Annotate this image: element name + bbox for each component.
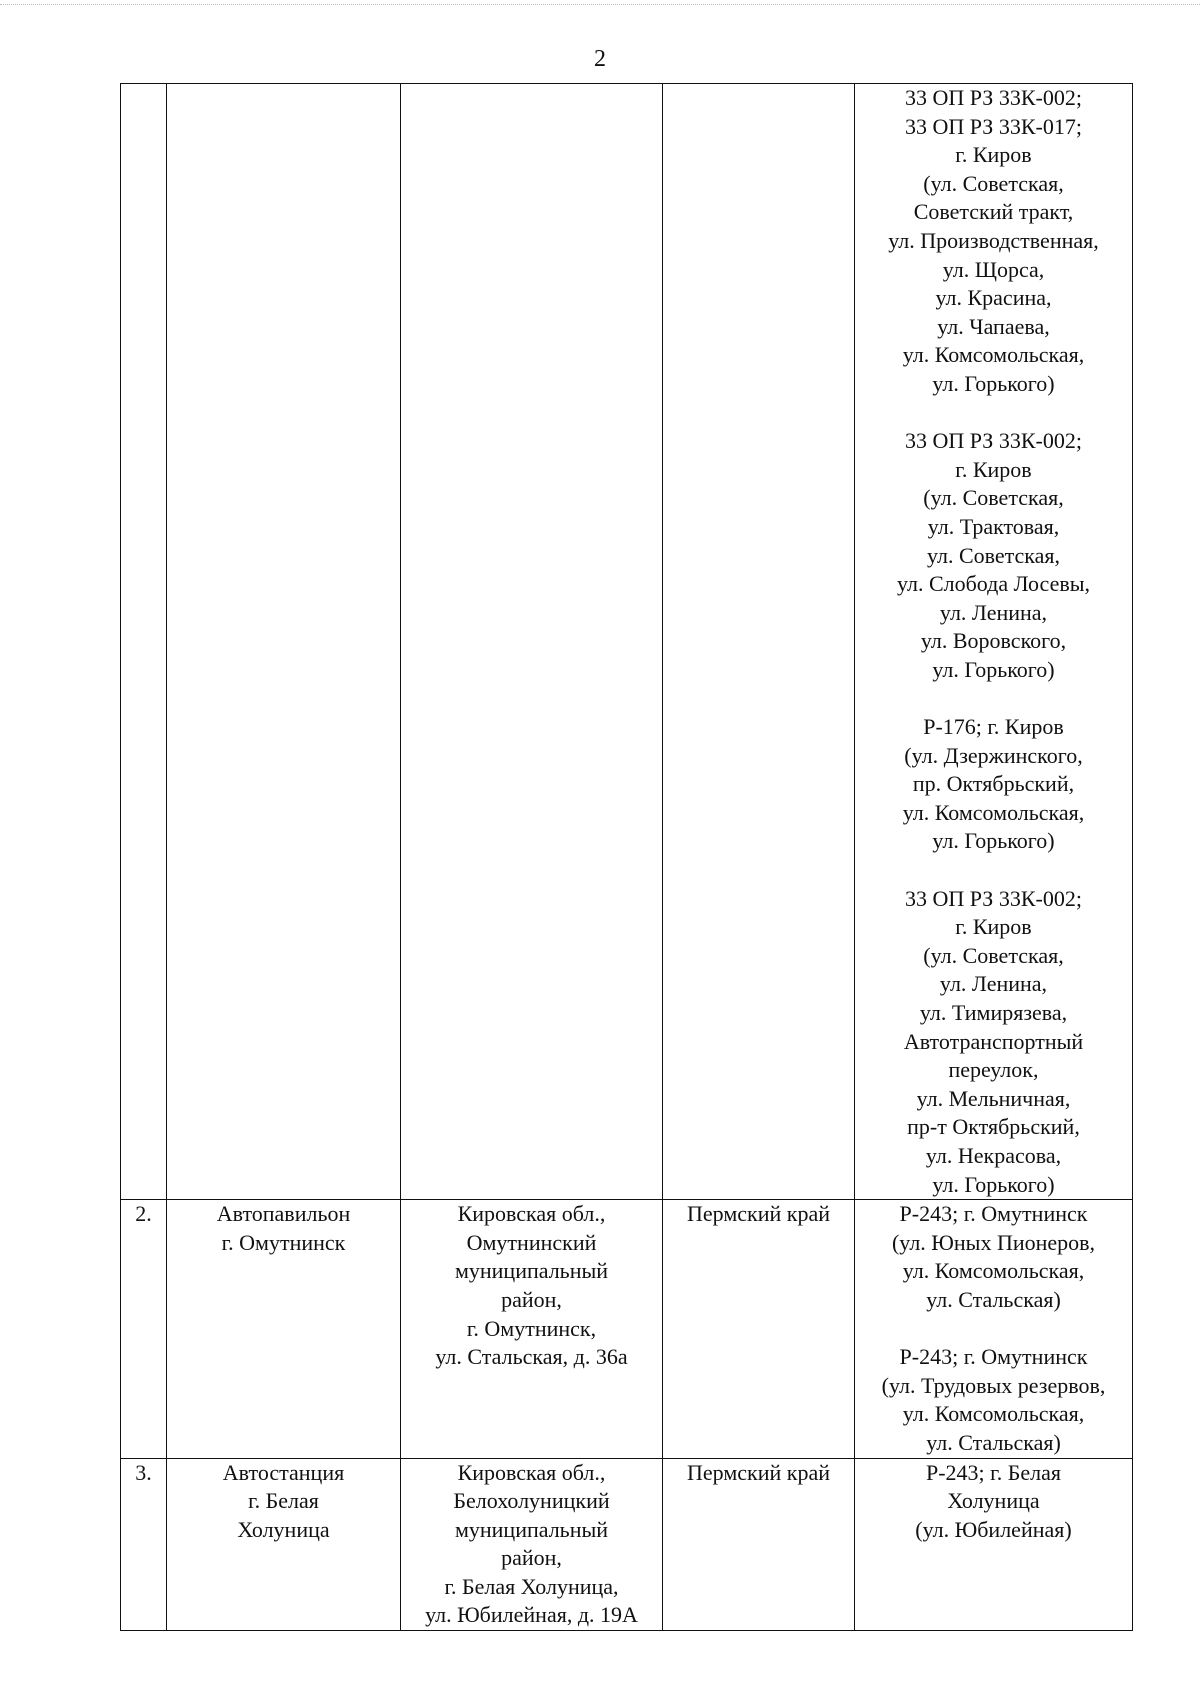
route-line: г. Киров bbox=[955, 456, 1032, 482]
station-address-line: муниципальный bbox=[454, 1516, 609, 1542]
station-name-line: Холуница bbox=[237, 1516, 330, 1542]
route-line: ул. Тимирязева, bbox=[919, 1000, 1068, 1025]
route-line: г. Киров bbox=[955, 142, 1032, 168]
row-number: 2. bbox=[135, 1201, 152, 1227]
route-cell bbox=[855, 1200, 1133, 1458]
row-number: 3. bbox=[135, 1459, 152, 1485]
station-name-cell bbox=[167, 1458, 401, 1631]
route-line: ул. Горького) bbox=[932, 1171, 1055, 1197]
station-address-line: Кировская обл., bbox=[457, 1201, 606, 1227]
station-name-cell bbox=[167, 1200, 401, 1458]
route-line: Р-176; г. Киров bbox=[923, 714, 1064, 740]
route-line: (ул. Советская, bbox=[923, 170, 1064, 196]
route-line: ул. Некрасова, bbox=[925, 1142, 1062, 1168]
station-name-cell bbox=[167, 84, 401, 1200]
route-line: ул. Комсомольская, bbox=[902, 799, 1085, 825]
destination-region-line: Пермский край bbox=[687, 1201, 830, 1227]
table-row bbox=[121, 1458, 1133, 1631]
station-address-cell bbox=[401, 1458, 663, 1631]
station-address-line: район, bbox=[501, 1286, 562, 1312]
destination-region-cell bbox=[663, 84, 855, 1200]
route-line: Автотранспортный bbox=[903, 1028, 1084, 1054]
route-line: ул. Стальская) bbox=[926, 1429, 1061, 1455]
row-number-cell bbox=[121, 1200, 167, 1458]
route-gap bbox=[859, 1315, 1128, 1344]
route-block bbox=[859, 885, 1128, 1200]
table-row bbox=[121, 84, 1133, 1200]
route-line: ул. Ленина, bbox=[939, 971, 1048, 997]
route-line: (ул. Трудовых резервов, bbox=[881, 1372, 1106, 1398]
route-line: ул. Стальская) bbox=[926, 1286, 1061, 1312]
route-line: ул. Советская, bbox=[926, 542, 1061, 568]
scan-edge bbox=[0, 0, 1200, 5]
route-line: ул. Горького) bbox=[932, 656, 1055, 682]
route-line: ул. Комсомольская, bbox=[902, 1401, 1085, 1427]
route-line: 33 ОП РЗ 33К-002; bbox=[905, 85, 1082, 110]
route-line: (ул. Советская, bbox=[923, 942, 1064, 968]
route-line: ул. Чапаева, bbox=[937, 313, 1050, 339]
route-cell bbox=[855, 1458, 1133, 1631]
station-name-line: г. Белая bbox=[248, 1488, 319, 1514]
route-line: (ул. Дзержинского, bbox=[904, 742, 1083, 768]
page-number: 2 bbox=[594, 46, 606, 72]
station-address-line: Омутнинский bbox=[466, 1229, 597, 1255]
route-line: 33 ОП РЗ 33К-002; bbox=[905, 428, 1082, 454]
route-block bbox=[859, 713, 1128, 856]
route-block bbox=[859, 84, 1128, 399]
route-gap bbox=[859, 399, 1128, 428]
route-line: ул. Горького) bbox=[932, 370, 1055, 396]
route-line: ул. Трактовая, bbox=[927, 513, 1060, 539]
station-address-cell bbox=[401, 84, 663, 1200]
route-gap bbox=[859, 856, 1128, 885]
destination-region-cell bbox=[663, 1200, 855, 1458]
route-line: Р-243; г. Белая bbox=[926, 1459, 1061, 1485]
row-number-cell bbox=[121, 84, 167, 1200]
route-line: ул. Ленина, bbox=[939, 599, 1048, 625]
route-line: 33 ОП РЗ 33К-017; bbox=[905, 113, 1082, 139]
station-address-cell bbox=[401, 1200, 663, 1458]
route-line: г. Киров bbox=[955, 914, 1032, 940]
route-block bbox=[859, 1200, 1128, 1314]
station-address-line: г. Белая Холуница, bbox=[444, 1573, 619, 1599]
route-line: ул. Комсомольская, bbox=[902, 342, 1085, 368]
route-block bbox=[859, 427, 1128, 684]
route-line: Р-243; г. Омутнинск bbox=[899, 1201, 1088, 1227]
route-line: (ул. Юных Пионеров, bbox=[891, 1229, 1096, 1255]
route-block bbox=[859, 1459, 1128, 1545]
route-line: ул. Щорса, bbox=[942, 256, 1045, 282]
table-row bbox=[121, 1200, 1133, 1458]
table-body bbox=[121, 84, 1133, 1631]
route-line: Советский тракт, bbox=[913, 199, 1074, 225]
route-line: ул. Слобода Лосевы, bbox=[896, 571, 1091, 597]
destination-region-cell bbox=[663, 1458, 855, 1631]
station-name-line: Автопавильон bbox=[216, 1201, 351, 1227]
station-address-line: Белохолуницкий bbox=[453, 1488, 610, 1514]
route-line: (ул. Советская, bbox=[923, 485, 1064, 511]
route-line: Холуница bbox=[947, 1488, 1040, 1514]
route-line: Р-243; г. Омутнинск bbox=[899, 1344, 1088, 1370]
route-line: ул. Производственная, bbox=[888, 227, 1099, 253]
station-address-line: район, bbox=[501, 1545, 562, 1571]
route-line: ул. Красина, bbox=[935, 285, 1052, 311]
station-address-line: ул. Стальская, д. 36а bbox=[435, 1344, 628, 1370]
station-name-line: Автостанция bbox=[222, 1459, 345, 1485]
station-address-line: ул. Юбилейная, д. 19А bbox=[425, 1602, 638, 1628]
route-line: ул. Воровского, bbox=[920, 628, 1067, 654]
stations-table bbox=[120, 83, 1133, 1631]
route-gap bbox=[859, 684, 1128, 713]
route-block bbox=[859, 1343, 1128, 1457]
station-address-line: муниципальный bbox=[454, 1258, 609, 1284]
route-line: (ул. Юбилейная) bbox=[915, 1516, 1072, 1542]
destination-region-line: Пермский край bbox=[687, 1459, 830, 1485]
route-line: пр-т Октябрьский, bbox=[907, 1114, 1080, 1140]
row-number-cell bbox=[121, 1458, 167, 1631]
route-line: пр. Октябрьский, bbox=[912, 771, 1075, 797]
route-line: ул. Мельничная, bbox=[916, 1085, 1071, 1111]
station-name-line: г. Омутнинск bbox=[221, 1229, 346, 1255]
route-line: переулок, bbox=[948, 1057, 1039, 1083]
route-line: ул. Комсомольская, bbox=[902, 1258, 1085, 1284]
route-line: 33 ОП РЗ 33К-002; bbox=[905, 885, 1082, 911]
station-address-line: Кировская обл., bbox=[457, 1459, 606, 1485]
station-address-line: г. Омутнинск, bbox=[466, 1315, 597, 1341]
route-cell bbox=[855, 84, 1133, 1200]
route-line: ул. Горького) bbox=[932, 828, 1055, 854]
